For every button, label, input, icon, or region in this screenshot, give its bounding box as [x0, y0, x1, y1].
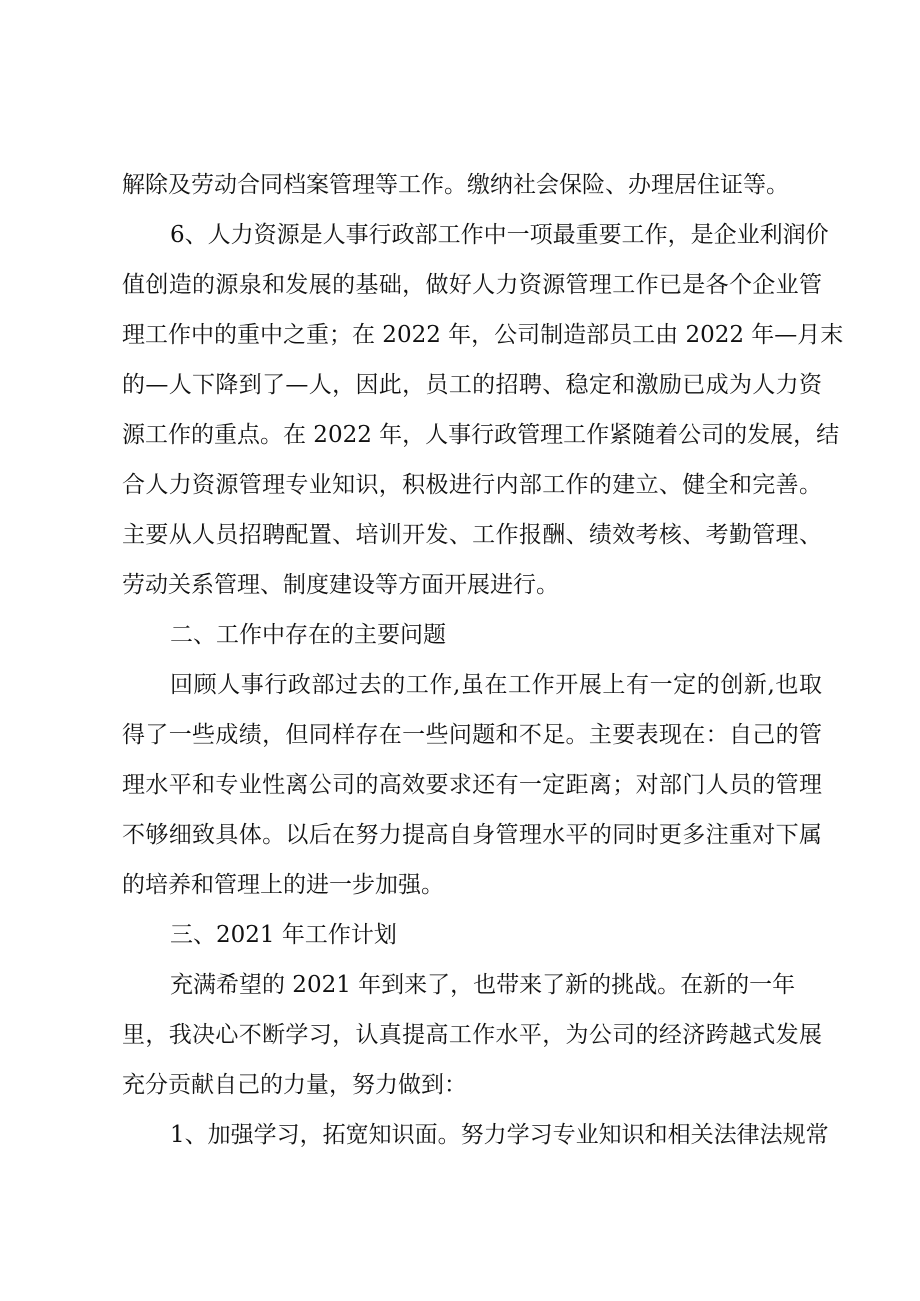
paragraph-line: 合人力资源管理专业知识，积极进行内部工作的建立、健全和完善。	[122, 472, 822, 498]
paragraph-line: 6、人力资源是人事行政部工作中一项最重要工作，是企业利润价	[170, 222, 829, 248]
paragraph-line: 得了一些成绩，但同样存在一些问题和不足。主要表现在：自己的管	[122, 722, 822, 748]
paragraph-line: 主要从人员招聘配置、培训开发、工作报酬、绩效考核、考勤管理、	[122, 522, 822, 548]
paragraph-line: 1、加强学习，拓宽知识面。努力学习专业知识和相关法律法规常	[170, 1122, 829, 1148]
paragraph-line: 的—人下降到了—人，因此，员工的招聘、稳定和激励已成为人力资	[122, 372, 822, 398]
paragraph-line: 劳动关系管理、制度建设等方面开展进行。	[122, 572, 559, 598]
paragraph-line: 理工作中的重中之重；在 2022 年，公司制造部员工由 2022 年—月末	[122, 322, 844, 348]
paragraph-line: 值创造的源泉和发展的基础，做好人力资源管理工作已是各个企业管	[122, 272, 822, 298]
section-heading: 三、2021 年工作计划	[170, 922, 397, 948]
paragraph-line: 不够细致具体。以后在努力提高自身管理水平的同时更多注重对下属	[122, 822, 822, 848]
paragraph-line: 源工作的重点。在 2022 年，人事行政管理工作紧随着公司的发展，结	[122, 422, 840, 448]
paragraph-line: 解除及劳动合同档案管理等工作。缴纳社会保险、办理居住证等。	[122, 172, 789, 198]
paragraph-line: 充满希望的 2021 年到来了，也带来了新的挑战。在新的一年	[170, 972, 796, 998]
paragraph-line: 的培养和管理上的进一步加强。	[122, 872, 444, 898]
section-heading: 二、工作中存在的主要问题	[170, 622, 446, 648]
paragraph-line: 充分贡献自己的力量，努力做到：	[122, 1072, 467, 1098]
paragraph-line: 里，我决心不断学习，认真提高工作水平，为公司的经济跨越式发展	[122, 1022, 822, 1048]
paragraph-line: 理水平和专业性离公司的高效要求还有一定距离；对部门人员的管理	[122, 772, 822, 798]
paragraph-line: 回顾人事行政部过去的工作,虽在工作开展上有一定的创新,也取	[170, 672, 822, 698]
